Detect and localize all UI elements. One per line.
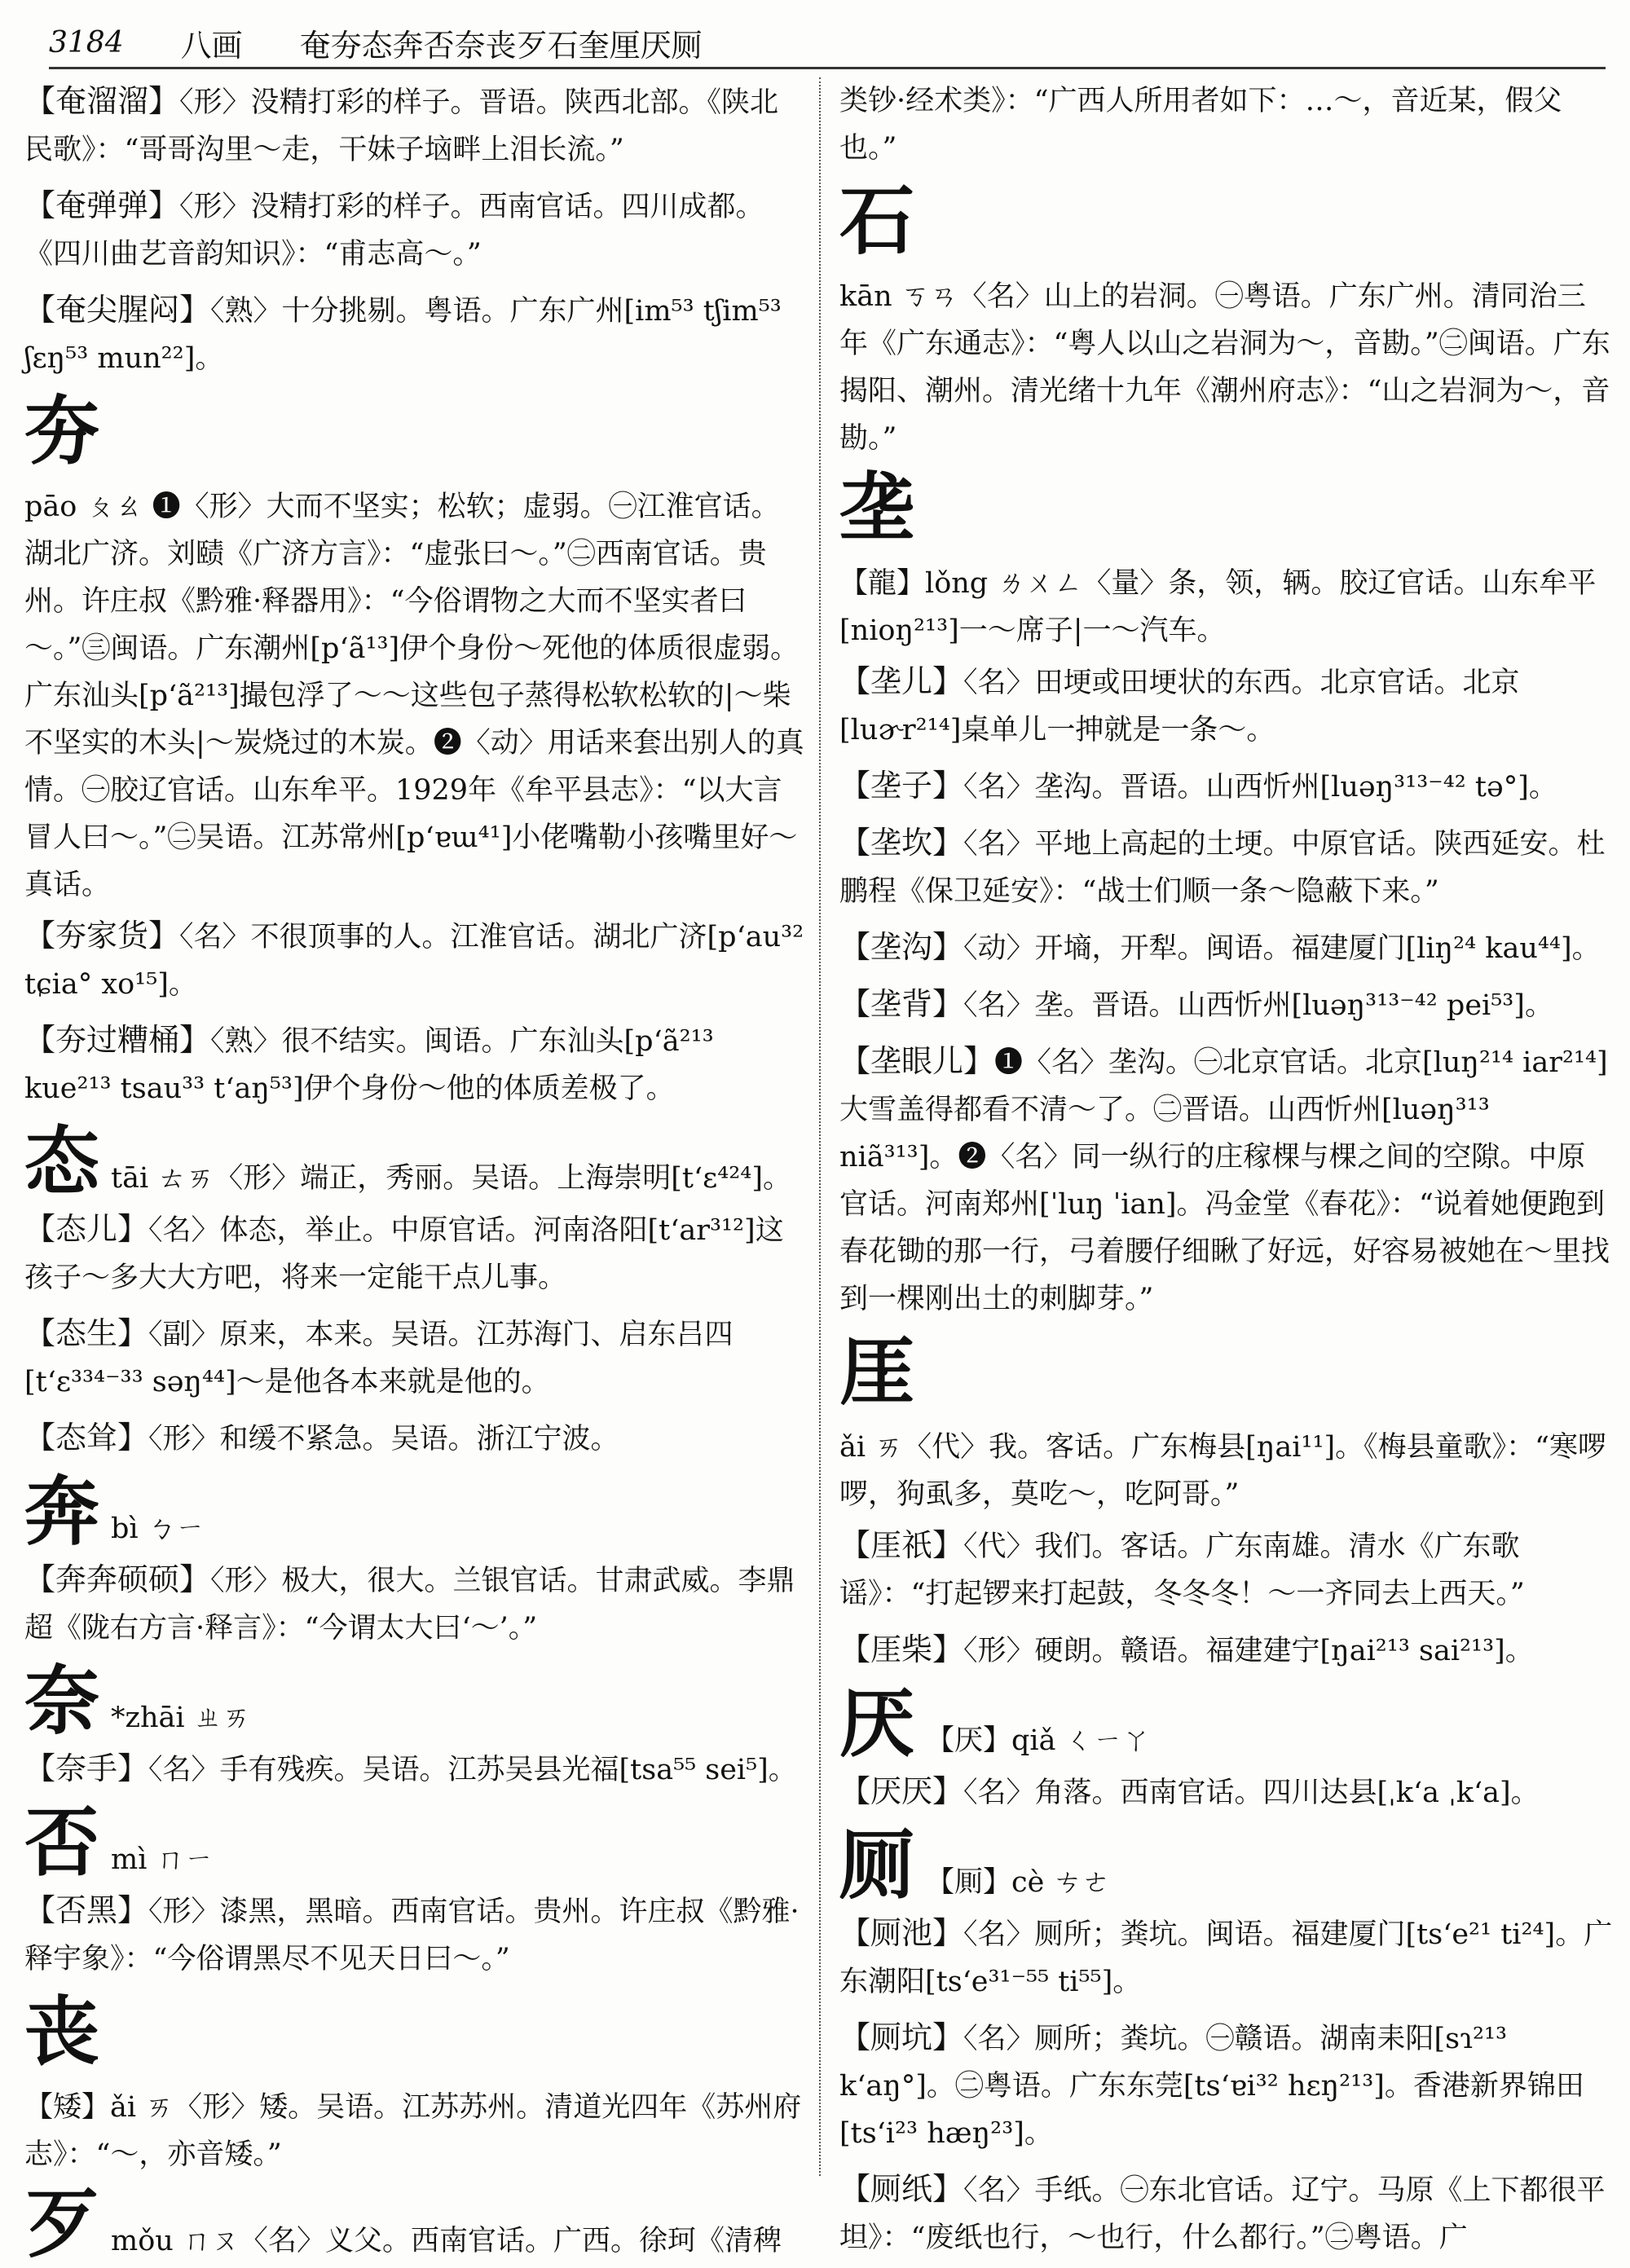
main-character-entry: [839, 464, 1614, 654]
entry-headword: 【否黑】: [24, 1892, 149, 1928]
entry-definition: 〈形〉没精打彩的样子。西南官话。四川成都。《四川曲艺音韵知识》：“甫志高～。”: [24, 191, 764, 271]
entry-headword: 【厓柴】: [839, 1632, 964, 1667]
sub-entry: [839, 1037, 1614, 1323]
sub-entry: [839, 819, 1614, 915]
entry-definition: 〈形〉没精打彩的样子。晋语。陕西北部。《陕北民歌》：“哥哥沟里～走，干妹子垴畔上泪长流。”: [24, 86, 779, 166]
entry-definition: 〈名〉不很顶事的人。江淮官话。湖北广济[p‘au³² tɕia° xo¹⁵]。: [24, 921, 804, 1001]
entry-headword: 【奄溜溜】: [24, 83, 180, 119]
entry-definition: 〈名〉平地上高起的土埂。中原官话。陕西延安。杜鹏程《保卫延安》：“战士们顺一条～隐蔽下来。”: [839, 828, 1606, 908]
sub-entry: [24, 1414, 807, 1463]
sub-entry: [839, 923, 1614, 972]
headword-character: 石: [839, 177, 915, 265]
entry-headword: 【垄眼儿】: [839, 1043, 995, 1079]
entry-definition: 〈熟〉十分挑剔。粤语。广东广州[im⁵³ tʃim⁵³ ʃɛŋ⁵³ mun²²]。: [24, 295, 782, 375]
entry-definition: pāo ㄆㄠ ❶〈形〉大而不坚实；松软；虚弱。㊀江淮官话。湖北广济。刘赜《广济方言》：“虚张曰～。”㊁西南官话。贵州。许庄叔《黔雅·释器用》：“今俗谓物之大而不坚实者曰～。”㊂闽语。广东潮州[p‘ã¹³]伊个身份～死他的体质很虚弱。广东汕头[p‘ã²¹³]撮包浮了～～这些包子蒸得松软松软的|～柴不坚实的木头|～炭烧过的木炭。❷〈动〉用话来套出别人的真情。㊀胶辽官话。山东牟平。1929年《牟平县志》：“以大言冒人曰～。”㊁吴语。江苏常州[p‘ɐɯ⁴¹]小佬嘴勒小孩嘴里好～真话。: [24, 491, 804, 901]
entry-headword: 【态生】: [24, 1315, 149, 1351]
main-character-entry: [24, 1799, 807, 1887]
entry-definition: 〈动〉开墒，开犁。闽语。福建厦门[liŋ²⁴ kau⁴⁴]。: [963, 932, 1601, 965]
entry-definition: kān ㄎㄢ〈名〉山上的岩洞。㊀粤语。广东广州。清同治三年《广东通志》：“粤人以山之岩洞为～，音勘。”㊁闽语。广东揭阳、潮州。清光绪十九年《潮州府志》：“山之岩洞为～，音勘。”: [839, 280, 1610, 455]
main-character-entry: [24, 1988, 807, 2178]
page-header: [49, 18, 1606, 69]
sub-entry: [839, 980, 1614, 1029]
sub-entry: [839, 1909, 1614, 2006]
main-character-entry: [24, 1657, 807, 1745]
entry-headword: 【态耸】: [24, 1420, 149, 1455]
sub-entry: [839, 1522, 1614, 1618]
left-column: [24, 77, 807, 2268]
entry-definition: 〈形〉硬朗。赣语。福建建宁[ŋai²¹³ sai²¹³]。: [963, 1635, 1534, 1667]
main-character-entry: [839, 177, 1614, 462]
entry-headword: 【垄背】: [839, 986, 964, 1022]
page-number: 3184: [49, 25, 124, 59]
entry-headword: 【奄尖腥闷】: [24, 292, 211, 328]
sub-entry: [839, 77, 1614, 172]
entry-definition: 〈形〉极大，很大。兰银官话。甘肃武威。李鼎超《陇右方言·释言》：“今谓太大曰‘～’。”: [24, 1565, 795, 1645]
sub-entry: [24, 77, 807, 174]
headword-character: 丧: [24, 1988, 100, 2076]
main-character-entry: [24, 387, 807, 909]
entry-definition: 【矮】ǎi ㄞ〈形〉矮。吴语。江苏苏州。清道光四年《苏州府志》：“～，亦音矮。”: [24, 2091, 802, 2171]
headword-character: 否: [24, 1799, 100, 1887]
entry-definition: 【厠】cè ㄘㄜ: [926, 1866, 1111, 1899]
sub-entry: [839, 1626, 1614, 1675]
headword-character: 垄: [839, 464, 915, 552]
headword-character: 奈: [24, 1657, 100, 1745]
sub-entry: [24, 1310, 807, 1406]
main-character-entry: [839, 1821, 1614, 1909]
sub-entry: [24, 1556, 807, 1652]
entry-definition: 【龍】lǒng ㄌㄨㄥ〈量〉条，领，辆。胶辽官话。山东牟平[nioŋ²¹³]一～席子|一～汽车。: [839, 567, 1597, 647]
sub-entry: [839, 2014, 1614, 2157]
headword-character: 夯: [24, 387, 100, 475]
entry-headword: 【垄坎】: [839, 825, 964, 861]
main-character-entry: [24, 1468, 807, 1556]
headword-character: 厌: [839, 1680, 915, 1768]
sub-entry: [24, 1016, 807, 1112]
entry-definition: bì ㄅㄧ: [111, 1513, 205, 1545]
sub-entry: [24, 1205, 807, 1301]
entry-definition: 〈形〉漆黑，黑暗。西南官话。贵州。许庄叔《黔雅·释宇象》：“今俗谓黑尽不见天日曰～。”: [24, 1896, 800, 1975]
entry-definition: 〈名〉厕所；粪坑。闽语。福建厦门[ts‘e²¹ ti²⁴]。广东潮阳[ts‘e³¹⁻⁵⁵ ti⁵⁵]。: [839, 1918, 1613, 1998]
sub-entry: [24, 1887, 807, 1983]
entry-headword: 【垄儿】: [839, 663, 964, 699]
headword-character: 厓: [839, 1328, 915, 1416]
entry-definition: 〈副〉原来，本来。吴语。江苏海门、启东吕四[t‘ɛ³³⁴⁻³³ səŋ⁴⁴]～是他各本来就是他的。: [24, 1319, 734, 1398]
entry-definition: 〈名〉厕所；粪坑。㊀赣语。湖南耒阳[sɿ²¹³ k‘aŋ°]。㊁粤语。广东东莞[ts‘ɐi³² hɛŋ²¹³]。香港新界锦田[ts‘i²³ hæŋ²³]。: [839, 2023, 1584, 2150]
entry-definition: 【厌】qiǎ ㄑㄧㄚ: [926, 1724, 1151, 1757]
right-column: [839, 77, 1614, 2254]
entry-definition: mì ㄇㄧ: [111, 1843, 214, 1876]
sub-entry: [839, 1768, 1614, 1817]
entry-definition: mǒu ㄇㄡ〈名〉义父。西南官话。广西。徐珂《清稗: [111, 2225, 782, 2257]
entry-definition: 〈名〉田埂或田埂状的东西。北京官话。北京[luɚr²¹⁴]桌单儿一抻就是一条～。: [839, 667, 1520, 746]
header-characters: 奄夯态奔否奈丧歹石奎厘厌厕: [299, 27, 703, 64]
entry-definition: 〈名〉垄。晋语。山西忻州[luəŋ³¹³⁻⁴² pei⁵³]。: [963, 989, 1553, 1022]
entry-definition: 〈名〉垄沟。晋语。山西忻州[luəŋ³¹³⁻⁴² tə°]。: [963, 771, 1557, 804]
entry-headword: 【夯家货】: [24, 918, 180, 953]
entry-headword: 【厕纸】: [839, 2171, 964, 2207]
entry-headword: 【奄弹弹】: [24, 187, 180, 223]
sub-entry: [24, 1745, 807, 1794]
entry-definition: 〈熟〉很不结实。闽语。广东汕头[p‘ã²¹³ kue²¹³ tsau³³ t‘aŋ⁵³]伊个身份～他的体质差极了。: [24, 1025, 714, 1105]
entry-headword: 【厌厌】: [839, 1773, 964, 1809]
entry-definition: 〈名〉手有残疾。吴语。江苏吴县光福[tsa⁵⁵ sei⁵]。: [148, 1754, 797, 1786]
entry-headword: 【态儿】: [24, 1211, 149, 1247]
entry-headword: 【夯过糟桶】: [24, 1022, 211, 1058]
entry-definition: ❶〈名〉垄沟。㊀北京官话。北京[luŋ²¹⁴ iar²¹⁴]大雪盖得都看不清～了。㊁晋语。山西忻州[luəŋ³¹³ niã³¹³]。❷〈名〉同一纵行的庄稼棵与棵之间的空隙。中原官话。河南郑州[ˈluŋ ˈian]。冯金堂《春花》：“说着她便跑到春花锄的那一行，弓着腰仔细瞅了好远，好容易被她在～里找到一棵刚出土的刺脚芽。”: [839, 1046, 1610, 1315]
entry-definition: 类钞·经术类》：“广西人所用者如下：…～，音近某，假父也。”: [839, 85, 1562, 165]
entry-definition: tāi ㄊㄞ〈形〉端正，秀丽。吴语。上海崇明[t‘ɛ⁴²⁴]。: [111, 1162, 791, 1195]
entry-definition: 〈形〉和缓不紧急。吴语。浙江宁波。: [148, 1423, 619, 1455]
headword-character: 态: [24, 1117, 100, 1205]
entry-headword: 【奔奔硕硕】: [24, 1561, 211, 1597]
main-character-entry: [839, 1680, 1614, 1768]
entry-definition: *zhāi ㄓㄞ: [111, 1702, 251, 1734]
sub-entry: [24, 286, 807, 382]
section-label: 八画: [180, 27, 243, 64]
main-character-entry: [24, 2180, 807, 2268]
main-character-entry: [839, 1328, 1614, 1518]
entry-definition: ǎi ㄞ〈代〉我。客话。广东梅县[ŋai¹¹]。《梅县童歌》：“寒啰啰，狗虱多，莫吃～，吃阿哥。”: [839, 1431, 1607, 1511]
entry-definition: 〈代〉我们。客话。广东南雄。清水《广东歌谣》：“打起锣来打起鼓，冬冬冬！～一齐同去上西天。”: [839, 1530, 1525, 1610]
entry-definition: 〈名〉手纸。㊀东北官话。辽宁。马原《上下都很平坦》：“废纸也行，～也行，什么都行。”㊁粤语。广: [839, 2174, 1606, 2254]
entry-definition: 〈名〉体态，举止。中原官话。河南洛阳[t‘ar³¹²]这孩子～多大大方吧，将来一定能干点儿事。: [24, 1214, 784, 1294]
column-divider: [819, 77, 821, 2176]
entry-headword: 【厓祇】: [839, 1527, 964, 1563]
entry-headword: 【厕池】: [839, 1915, 964, 1951]
entry-definition: 〈名〉角落。西南官话。四川达县[ˌk‘a ˌk‘a]。: [963, 1777, 1540, 1809]
headword-character: 奔: [24, 1468, 100, 1556]
sub-entry: [839, 762, 1614, 811]
entry-headword: 【奈手】: [24, 1751, 149, 1786]
sub-entry: [24, 182, 807, 278]
headword-character: 歹: [24, 2180, 100, 2268]
headword-character: 厕: [839, 1821, 915, 1909]
sub-entry: [839, 658, 1614, 754]
entry-headword: 【垄沟】: [839, 929, 964, 965]
sub-entry: [839, 2165, 1614, 2261]
entry-headword: 【厕坑】: [839, 2019, 964, 2055]
entry-headword: 【垄子】: [839, 768, 964, 804]
sub-entry: [24, 912, 807, 1008]
main-character-entry: [24, 1117, 807, 1205]
